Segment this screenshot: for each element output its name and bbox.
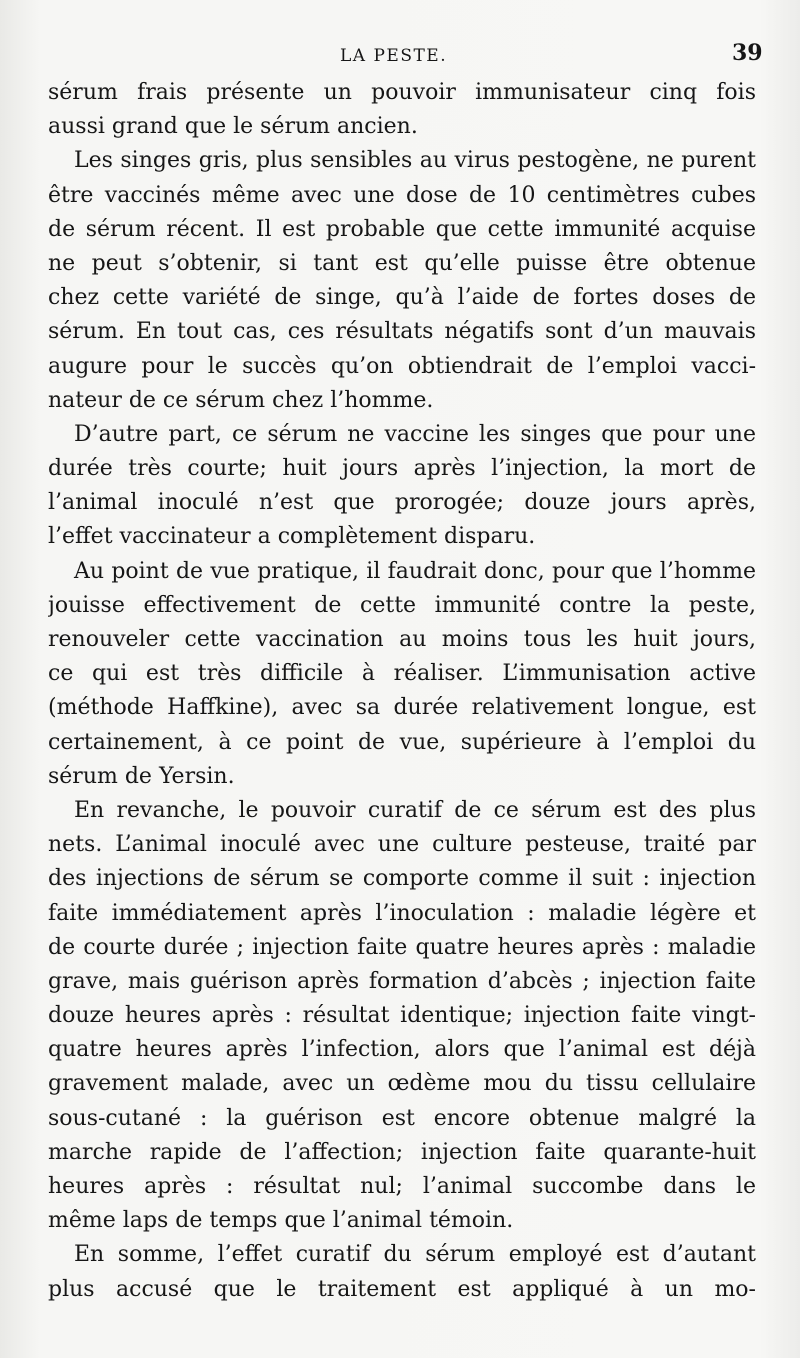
text-line: chez cette variété de singe, qu’à l’aide de fortes doses de bbox=[48, 285, 756, 311]
text-line: nateur de ce sérum chez l’homme. bbox=[48, 387, 434, 413]
text-line: l’effet vaccinateur a complètement disparu. bbox=[48, 524, 536, 550]
text-line: gravement malade, avec un œdème mou du tissu cellulaire bbox=[48, 1071, 756, 1097]
body-text bbox=[48, 76, 756, 1307]
text-line: marche rapide de l’affection; injection faite quarante-huit bbox=[48, 1139, 756, 1165]
text-line: heures après : résultat nul; l’animal succombe dans le bbox=[48, 1174, 756, 1199]
text-line: de courte durée ; injection faite quatre heures après : maladie bbox=[48, 934, 756, 960]
text-line: des injections de sérum se comporte comme il suit : injection bbox=[48, 866, 756, 892]
text-line: sérum de Yersin. bbox=[48, 763, 235, 789]
text-line: être vaccinés même avec une dose de 10 centimètres cubes bbox=[48, 182, 756, 208]
text-line: plus accusé que le traitement est appliqué à un mo- bbox=[48, 1276, 756, 1302]
text-line: l’animal inoculé n’est que prorogée; douze jours après, bbox=[48, 490, 756, 516]
text-line: douze heures après : résultat identique; injection faite vingt- bbox=[48, 1003, 756, 1029]
text-line: En revanche, le pouvoir curatif de ce sérum est des plus bbox=[74, 797, 756, 823]
text-line: faite immédiatement après l’inoculation : maladie légère et bbox=[48, 900, 756, 926]
text-line: (méthode Haffkine), avec sa durée relativement longue, est bbox=[48, 695, 756, 721]
text-line: Les singes gris, plus sensibles au virus pestogène, ne purent bbox=[74, 148, 756, 174]
text-line: durée très courte; huit jours après l’injection, la mort de bbox=[48, 456, 756, 482]
text-line: même laps de temps que l’animal témoin. bbox=[48, 1208, 514, 1234]
text-line: sous-cutané : la guérison est encore obtenue malgré la bbox=[48, 1105, 756, 1131]
text-line: D’autre part, ce sérum ne vaccine les singes que pour une bbox=[74, 421, 756, 447]
text-line: sérum frais présente un pouvoir immunisateur cinq fois bbox=[48, 80, 756, 105]
text-line: renouveler cette vaccination au moins tous les huit jours, bbox=[48, 627, 756, 652]
text-line: jouisse effectivement de cette immunité contre la peste, bbox=[48, 592, 756, 618]
running-title: LA PESTE. bbox=[340, 46, 448, 66]
text-line: nets. L’animal inoculé avec une culture pesteuse, traité par bbox=[48, 832, 756, 858]
text-line: sérum. En tout cas, ces résultats négatifs sont d’un mauvais bbox=[48, 319, 756, 345]
text-line: ne peut s’obtenir, si tant est qu’elle puisse être obtenue bbox=[48, 250, 756, 276]
text-line: En somme, l’effet curatif du sérum employé est d’autant bbox=[74, 1242, 756, 1268]
text-line: augure pour le succès qu’on obtiendrait de l’emploi vacci- bbox=[48, 353, 756, 379]
text-line: quatre heures après l’infection, alors que l’animal est déjà bbox=[48, 1037, 756, 1063]
text-line: grave, mais guérison après formation d’abcès ; injection faite bbox=[48, 968, 756, 994]
text-line: Au point de vue pratique, il faudrait donc, pour que l’homme bbox=[74, 558, 756, 584]
text-line: ce qui est très difficile à réaliser. L’immunisation active bbox=[48, 661, 756, 687]
page-number: 39 bbox=[732, 40, 763, 66]
text-line: aussi grand que le sérum ancien. bbox=[48, 114, 418, 140]
running-header bbox=[0, 40, 800, 70]
text-line: certainement, à ce point de vue, supérieure à l’emploi du bbox=[48, 729, 756, 755]
text-line: de sérum récent. Il est probable que cette immunité acquise bbox=[48, 216, 756, 242]
